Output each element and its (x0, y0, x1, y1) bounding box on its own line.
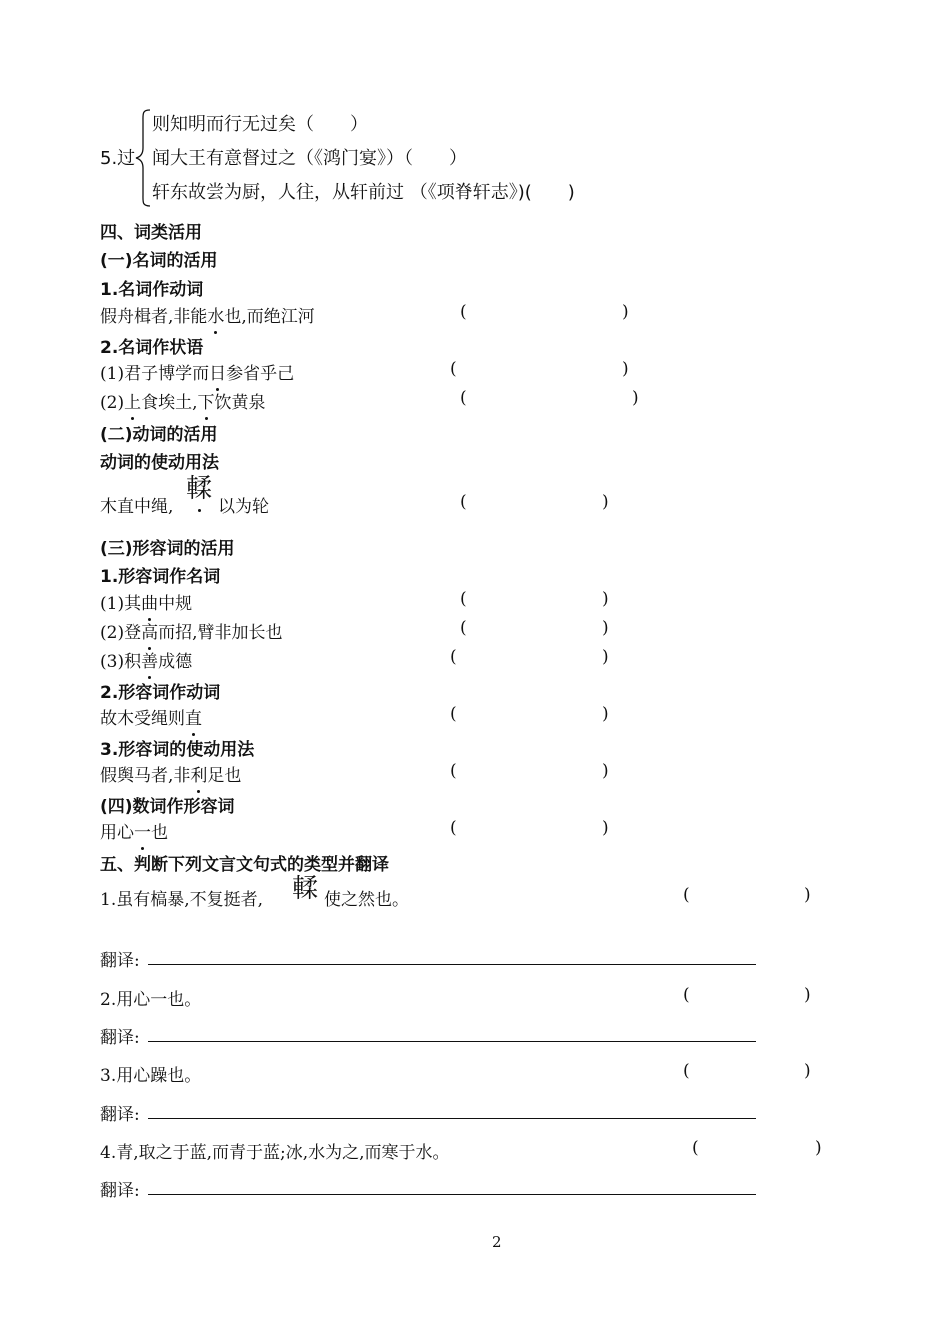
question-2: 2.用心一也。 (100, 990, 202, 1010)
answer-paren-left: ( (450, 761, 457, 781)
item-adj-as-noun-1: (1)其曲中规 (100, 589, 192, 614)
answer-paren-left: ( (460, 388, 467, 408)
item-noun-as-adverbial-2: (2)上食埃土,下饮黄泉 (100, 388, 266, 413)
answer-paren-right: ) (602, 704, 609, 724)
section-4-sub-4: (四)数词作形容词 (100, 797, 235, 817)
item-adj-causative: 假舆马者,非利足也 (100, 761, 241, 786)
answer-paren-left: ( (460, 492, 467, 512)
heading-adj-as-verb: 2.形容词作动词 (100, 683, 221, 703)
heading-noun-as-adverbial: 2.名词作状语 (100, 338, 204, 358)
section-4-sub-3: (三)形容词的活用 (100, 539, 235, 559)
answer-paren-left: ( (460, 302, 467, 322)
polysemy-line-2: 闻大王有意督过之（《鸿门宴》）（ ） (152, 148, 467, 169)
answer-paren-right: ) (602, 492, 609, 512)
translate-label-1: 翻译: (100, 951, 140, 971)
answer-paren-left: ( (450, 647, 457, 667)
polysemy-line-3: 轩东故尝为厨，人往，从轩前过 （《项脊轩志》)( ) (152, 182, 575, 203)
answer-paren-right: ) (602, 589, 609, 609)
answer-paren-right: ) (804, 885, 811, 905)
answer-paren-right: ) (622, 302, 629, 322)
polysemy-line-1: 则知明而行无过矣（ ） (152, 114, 368, 135)
answer-paren-right: ) (632, 388, 639, 408)
polysemy-label: 5.过 (100, 148, 136, 169)
answer-paren-right: ) (622, 359, 629, 379)
heading-adj-causative: 3.形容词的使动用法 (100, 740, 255, 760)
answer-paren-right: ) (602, 761, 609, 781)
question-1-a: 1.虽有槁暴,不复挺者, (100, 890, 264, 910)
section-5-title: 五、判断下列文言文句式的类型并翻译 (100, 855, 389, 875)
answer-paren-right: ) (602, 618, 609, 638)
answer-paren-left: ( (692, 1138, 699, 1158)
question-1-b: 使之然也。 (324, 890, 409, 910)
heading-noun-as-verb: 1.名词作动词 (100, 280, 204, 300)
answer-paren-left: ( (450, 359, 457, 379)
section-4-title: 四、词类活用 (100, 223, 202, 243)
answer-paren-right: ) (804, 1061, 811, 1081)
section-4-sub-1: (一)名词的活用 (100, 251, 218, 271)
question-1-char: 輮 (292, 874, 319, 904)
translation-input-line-1[interactable] (148, 964, 756, 965)
item-noun-as-verb: 假舟楫者,非能水也,而绝江河 (100, 302, 315, 327)
heading-adj-as-noun: 1.形容词作名词 (100, 567, 221, 587)
section-4-sub-2: (二)动词的活用 (100, 425, 218, 445)
item-numeral-as-adj: 用心一也 (100, 818, 168, 843)
item-noun-as-adverbial-1: (1)君子博学而日参省乎己 (100, 359, 294, 384)
translation-input-line-4[interactable] (148, 1194, 756, 1195)
curly-brace-icon (134, 108, 152, 208)
translate-label-2: 翻译: (100, 1028, 140, 1048)
item-adj-as-verb: 故木受绳则直 (100, 704, 202, 729)
answer-paren-right: ) (602, 818, 609, 838)
answer-paren-left: ( (460, 618, 467, 638)
question-4: 4.青,取之于蓝,而青于蓝;冰,水为之,而寒于水。 (100, 1143, 450, 1163)
answer-paren-left: ( (683, 885, 690, 905)
answer-paren-left: ( (683, 985, 690, 1005)
heading-verb-causative: 动词的使动用法 (100, 453, 219, 473)
item-verb-causative-b: 以为轮 (218, 497, 269, 517)
answer-paren-right: ) (602, 647, 609, 667)
question-3: 3.用心躁也。 (100, 1066, 202, 1086)
item-verb-causative-char: 輮 (186, 468, 212, 505)
answer-paren-left: ( (683, 1061, 690, 1081)
answer-paren-right: ) (804, 985, 811, 1005)
translation-input-line-3[interactable] (148, 1118, 756, 1119)
item-adj-as-noun-3: (3)积善成德 (100, 647, 192, 672)
page-number: 2 (492, 1233, 502, 1251)
item-verb-causative-a: 木直中绳, (100, 497, 174, 517)
answer-paren-left: ( (460, 589, 467, 609)
answer-paren-right: ) (815, 1138, 822, 1158)
answer-paren-left: ( (450, 818, 457, 838)
translate-label-3: 翻译: (100, 1105, 140, 1125)
answer-paren-left: ( (450, 704, 457, 724)
item-adj-as-noun-2: (2)登高而招,臂非加长也 (100, 618, 283, 643)
translation-input-line-2[interactable] (148, 1041, 756, 1042)
translate-label-4: 翻译: (100, 1181, 140, 1201)
